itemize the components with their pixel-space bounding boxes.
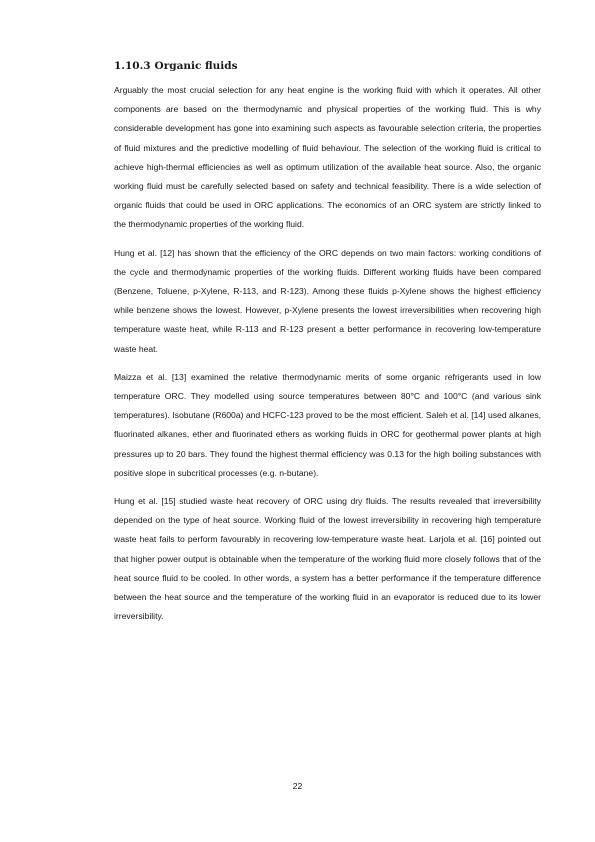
page-content: [114, 58, 541, 635]
section-title: Organic fluids: [154, 60, 238, 72]
section-number: 1.10.3: [114, 60, 151, 72]
paragraph-4: Hung et al. [15] studied waste heat recovery of ORC using dry fluids. The results revealed that irreversibility depended on the type of heat source. Working fluid of the lowest irreversibility in recovering high temperature waste heat fails to perform favourably in recovering low-temperature waste heat. Larjola et al. [16] pointed out that higher power output is obtainable when the temperature of the working fluid more closely follows that of the heat source fluid to be cooled. In other words, a system has a better performance if the temperature difference between the heat source and the temperature of the working fluid in an evaporator is reduced due to its lower irreversibility.: [114, 496, 541, 622]
paragraph-1: Arguably the most crucial selection for any heat engine is the working fluid with which it operates. All other components are based on the thermodynamic and physical properties of the working fluid. This is why considerable development has gone into examining such aspects as favourable selection criteria, the properties of fluid mixtures and the predictive modelling of fluid behaviour. The selection of the working fluid is critical to achieve high-thermal efficiencies as well as optimum utilization of the available heat source. Also, the organic working fluid must be carefully selected based on safety and technical feasibility. There is a wide selection of organic fluids that could be used in ORC applications. The economics of an ORC system are strictly linked to the thermodynamic properties of the working fluid.: [114, 85, 541, 230]
paragraph-3: Maizza et al. [13] examined the relative thermodynamic merits of some organic refrigerants used in low temperature ORC. They modelled using source temperatures between 80°C and 100°C (and various sink temperatures). Isobutane (R600a) and HCFC-123 proved to be the most efficient. Saleh et al. [14] used alkanes, fluorinated alkanes, ether and fluorinated ethers as working fluids in ORC for geothermal power plants at high pressures up to 20 bars. They found the highest thermal efficiency was 0.13 for the high boiling substances with positive slope in subcritical processes (e.g. n-butane).: [114, 371, 541, 478]
paragraph-2: Hung et al. [12] has shown that the efficiency of the ORC depends on two main factors: working conditions of the cycle and thermodynamic properties of the working fluids. Different working fluids have been compared (Benzene, Toluene, p-Xylene, R-113, and R-123). Among these fluids p-Xylene shows the highest efficiency while benzene shows the lowest. However, p-Xylene presents the lowest irreversibilities when recovering high temperature waste heat, while R-113 and R-123 present a better performance in recovering low-temperature waste heat.: [114, 247, 541, 354]
page-number: 22: [292, 781, 303, 791]
section-heading: [114, 58, 541, 75]
